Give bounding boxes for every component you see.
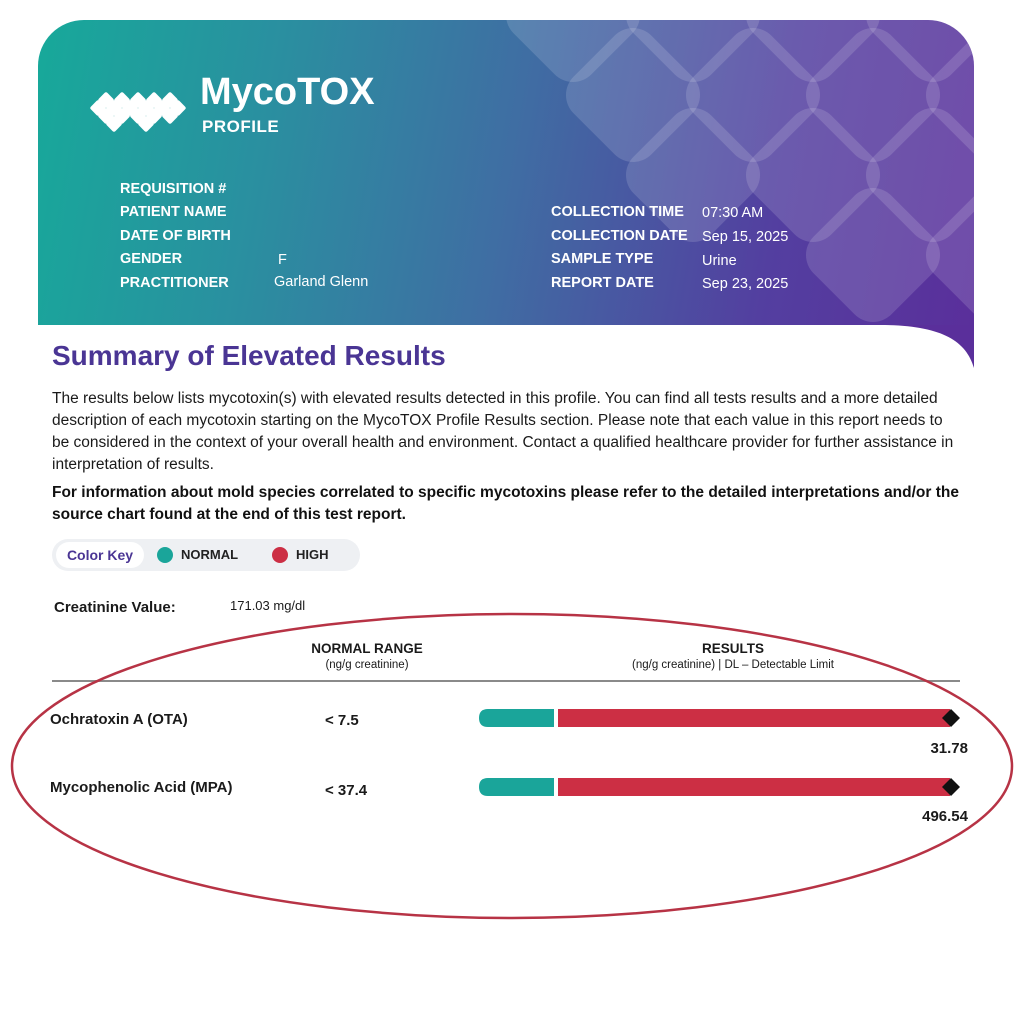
page-title: Summary of Elevated Results — [52, 340, 446, 371]
result-bar — [478, 708, 962, 728]
normal-range-header: NORMAL RANGE — [311, 641, 423, 656]
report-date-value: Sep 23, 2025 — [702, 276, 789, 292]
normal-label: NORMAL — [181, 547, 239, 562]
toxin-name: Ochratoxin A (OTA) — [50, 711, 188, 728]
requisition-label: REQUISITION # — [120, 181, 227, 197]
normal-dot-icon — [157, 547, 173, 563]
practitioner-label: PRACTITIONER — [120, 275, 229, 291]
result-bar — [478, 777, 962, 797]
toxin-name: Mycophenolic Acid (MPA) — [50, 779, 233, 796]
report-header-banner — [38, 20, 974, 325]
toxin-result-value: 496.54 — [922, 808, 968, 825]
sample-type-label: SAMPLE TYPE — [551, 251, 654, 267]
results-subheader: (ng/g creatinine) | DL – Detectable Limit — [632, 659, 834, 671]
results-header: RESULTS — [701, 641, 764, 656]
banner-curve-decoration — [880, 300, 980, 370]
mold-species-note: For information about mold species correlated to specific mycotoxins please refer to the detailed interpretations and/or the source chart found at the end of this test report. — [52, 484, 959, 523]
toxin-normal-range: < 7.5 — [325, 712, 359, 729]
practitioner-value: Garland Glenn — [274, 274, 369, 290]
color-key — [52, 539, 360, 571]
sample-type-value: Urine — [702, 253, 737, 269]
gender-label: GENDER — [120, 251, 183, 267]
high-label: HIGH — [296, 547, 329, 562]
mycotox-logo-icon — [88, 76, 188, 146]
toxin-result-value: 31.78 — [930, 740, 968, 757]
gender-value: F — [278, 252, 287, 268]
collection-date-value: Sep 15, 2025 — [702, 229, 789, 245]
report-date-label: REPORT DATE — [551, 275, 654, 291]
table-header-rule — [52, 680, 960, 682]
high-dot-icon — [272, 547, 288, 563]
summary-paragraph: The results below lists mycotoxin(s) with elevated results detected in this profile. You can find all tests results and a more detailed description of each mycotoxin starting on the MycoTOX Profile Results section. Please note that each value in this report needs to be considered in the context of your overall health and environment. Contact a qualified healthcare provider for further assistance in interpretation of results. — [52, 390, 954, 473]
dob-label: DATE OF BIRTH — [120, 228, 231, 244]
patient-name-label: PATIENT NAME — [120, 204, 227, 220]
collection-date-label: COLLECTION DATE — [551, 228, 688, 244]
brand-subtitle: PROFILE — [202, 117, 280, 136]
toxin-normal-range: < 37.4 — [325, 782, 368, 799]
color-key-title: Color Key — [56, 542, 144, 568]
normal-range-subheader: (ng/g creatinine) — [325, 659, 409, 671]
creatinine-label: Creatinine Value: — [54, 599, 176, 616]
brand-name: MycoTOX — [200, 71, 375, 113]
collection-time-value: 07:30 AM — [702, 205, 764, 221]
creatinine-value: 171.03 mg/dl — [230, 598, 306, 613]
collection-time-label: COLLECTION TIME — [551, 204, 684, 220]
